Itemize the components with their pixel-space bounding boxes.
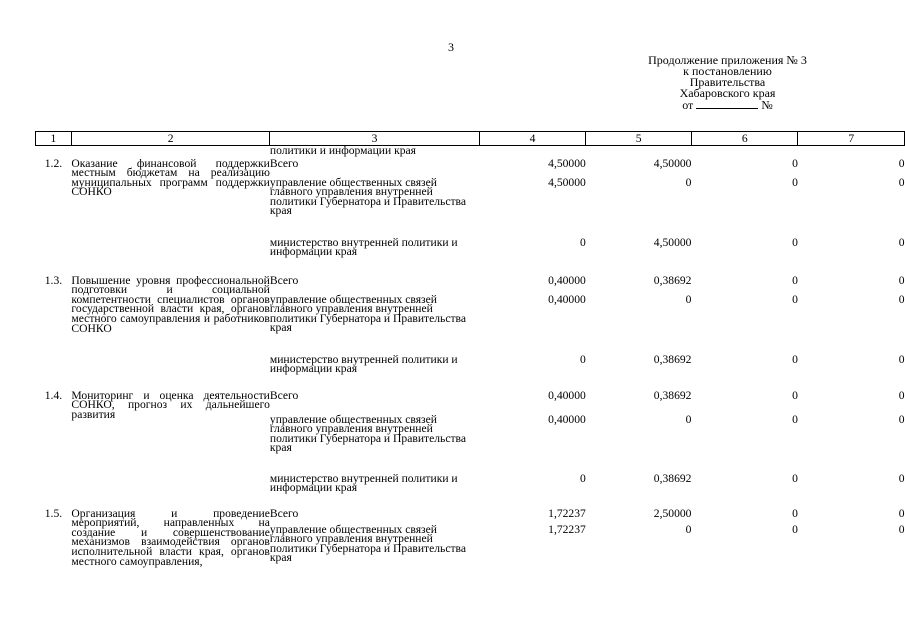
- value-cell: 0: [685, 522, 692, 536]
- value-cell: 0: [792, 506, 798, 520]
- value-cell: 0: [792, 156, 798, 170]
- value-cell: 0: [898, 235, 905, 249]
- item-index: 1.4.: [44, 388, 63, 402]
- executor-cell: управление общественных связей главного управления внутренней политики Губернатора и Правительства края: [269, 292, 466, 335]
- value-cell: 1,72237: [548, 506, 586, 520]
- executor-cell: управление общественных связей главного управления внутренней политики Губернатора и Правительства края: [269, 175, 466, 218]
- executor-cell: министерство внутренней политики и информации края: [269, 235, 458, 259]
- table-row: [36, 391, 905, 415]
- item-index: 1.5.: [44, 506, 63, 520]
- column-header: 4: [479, 132, 586, 146]
- executor-cell: Всего: [269, 388, 299, 402]
- value-cell: 0: [792, 273, 798, 287]
- executor-cell: управление общественных связей главного управления внутренней политики Губернатора и Правительства края: [269, 522, 466, 565]
- value-cell: 0: [898, 156, 905, 170]
- header-line-1: Продолжение приложения № 3: [648, 53, 807, 67]
- value-cell: 0: [792, 175, 798, 189]
- item-description: Повышение уровня профессиональной подготовки и социальной компетентности специалистов органов государственной власти края, органов местного самоуправления и работников СОНКО: [71, 273, 270, 335]
- value-cell: 2,50000: [653, 506, 692, 520]
- column-header: 3: [270, 132, 479, 146]
- value-cell: 0: [898, 522, 905, 536]
- value-cell: 0,40000: [548, 412, 586, 426]
- executor-cell: министерство внутренней политики и информации края: [269, 352, 458, 376]
- value-cell: 0: [792, 235, 798, 249]
- date-blank: [696, 99, 758, 109]
- header-line-3: Правительства: [689, 75, 766, 89]
- value-cell: 0: [898, 506, 905, 520]
- value-cell: 0: [898, 471, 905, 485]
- table-row: [36, 159, 905, 178]
- value-cell: 0,38692: [653, 273, 692, 287]
- value-cell: 0,38692: [653, 352, 692, 366]
- header-date-prefix: от: [682, 98, 694, 112]
- column-header: 2: [71, 132, 269, 146]
- table-row: [36, 509, 905, 525]
- value-cell: 0: [898, 412, 905, 426]
- value-cell: 4,50000: [548, 175, 586, 189]
- appendix-table: [35, 131, 905, 577]
- executor-cell: министерство внутренней политики и информации края: [269, 471, 458, 495]
- value-cell: 4,50000: [653, 156, 692, 170]
- executor-cell: Всего: [269, 506, 299, 520]
- header-date-line: [630, 99, 825, 111]
- column-header: 6: [691, 132, 797, 146]
- value-cell: 0: [898, 388, 905, 402]
- header-number-prefix: №: [761, 98, 773, 112]
- column-header: 5: [586, 132, 692, 146]
- value-cell: 0: [580, 235, 586, 249]
- executor-cell: Всего: [269, 273, 299, 287]
- value-cell: 0: [792, 471, 798, 485]
- header-line-2: к постановлению: [683, 64, 772, 78]
- table-row: [36, 276, 905, 295]
- value-cell: 0: [792, 522, 798, 536]
- item-index: 1.2.: [44, 156, 63, 170]
- item-description: Мониторинг и оценка деятельности СОНКО, прогноз их дальнейшего развития: [71, 388, 270, 421]
- value-cell: 4,50000: [548, 156, 586, 170]
- item-description: Оказание финансовой поддержки местным бюджетам на реализацию муниципальных программ поддержки СОНКО: [71, 156, 270, 199]
- header-line-4: Хабаровского края: [679, 86, 776, 100]
- value-cell: 0: [792, 292, 798, 306]
- executor-cell: управление общественных связей главного управления внутренней политики Губернатора и Правительства края: [269, 412, 466, 455]
- value-cell: 0: [685, 412, 692, 426]
- value-cell: 0: [685, 292, 692, 306]
- value-cell: 0: [685, 175, 692, 189]
- value-cell: 0,38692: [653, 388, 692, 402]
- value-cell: 0: [580, 352, 586, 366]
- value-cell: 0: [898, 175, 905, 189]
- value-cell: 1,72237: [548, 522, 586, 536]
- value-cell: 0,38692: [653, 471, 692, 485]
- value-cell: 0: [898, 292, 905, 306]
- page-number: 3: [448, 40, 454, 54]
- value-cell: 0,40000: [548, 388, 586, 402]
- carryover-executor: политики и информации края: [269, 144, 417, 157]
- value-cell: 0: [792, 412, 798, 426]
- column-header: 1: [36, 132, 72, 146]
- item-description: Организация и проведение мероприятий, направленных на создание и совершенствование механизмов взаимодействия органов исполнительной власти края, органов местного самоуправления,: [71, 506, 270, 568]
- value-cell: 0: [898, 273, 905, 287]
- value-cell: 0: [580, 471, 586, 485]
- column-header: 7: [798, 132, 905, 146]
- column-numbers-row: [36, 132, 905, 146]
- value-cell: 4,50000: [653, 235, 692, 249]
- value-cell: 0,40000: [548, 273, 586, 287]
- value-cell: 0: [792, 388, 798, 402]
- executor-cell: Всего: [269, 156, 299, 170]
- value-cell: 0,40000: [548, 292, 586, 306]
- value-cell: 0: [898, 352, 905, 366]
- appendix-header: [630, 55, 825, 111]
- value-cell: 0: [792, 352, 798, 366]
- item-index: 1.3.: [44, 273, 63, 287]
